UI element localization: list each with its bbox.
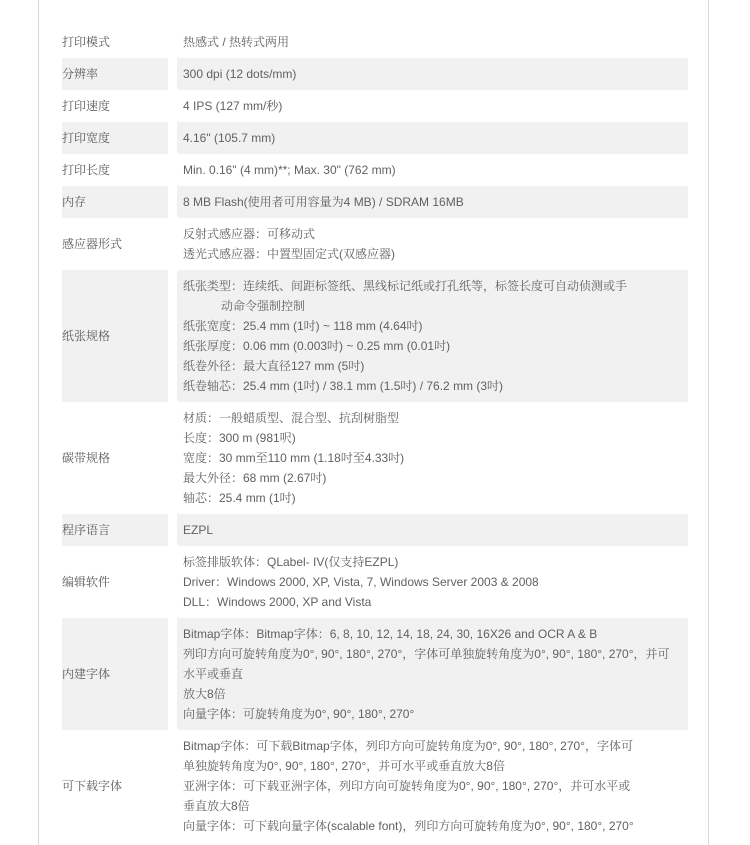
spec-row-value [177, 546, 688, 618]
spec-row-value [177, 618, 688, 730]
spec-value-line: 300 dpi (12 dots/mm) [183, 67, 297, 81]
spec-value-line: DLL：Windows 2000, XP and Vista [183, 595, 372, 609]
spec-row-label: 可下载字体 [62, 730, 168, 842]
spec-row-label: 打印模式 [62, 26, 168, 58]
spec-row-value [177, 122, 688, 154]
spec-row-value [177, 730, 688, 842]
spec-row-label: 纸张规格 [62, 270, 168, 402]
spec-value-line: 4 IPS (127 mm/秒) [183, 99, 283, 113]
spec-row-label: 内建字体 [62, 618, 168, 730]
spec-value-line: EZPL [183, 523, 214, 537]
spec-row-value [177, 186, 688, 218]
spec-value-line: 透光式感应器：中置型固定式(双感应器) [183, 247, 395, 261]
spec-row-value [177, 270, 688, 402]
spec-value-line: 垂直放大8倍 [183, 799, 250, 813]
spec-value-line: 单独旋转角度为0°, 90°, 180°, 270°，并可水平或垂直放大8倍 [183, 759, 505, 773]
spec-row-label: 打印长度 [62, 154, 168, 186]
spec-value-line: 放大8倍 [183, 687, 226, 701]
spec-row [62, 122, 688, 154]
spec-value-line: 8 MB Flash(使用者可用容量为4 MB) / SDRAM 16MB [183, 195, 464, 209]
spec-row-label: 碳带规格 [62, 402, 168, 514]
spec-row-label: 打印速度 [62, 90, 168, 122]
spec-row-label: 内存 [62, 186, 168, 218]
spec-row [62, 154, 688, 186]
spec-value-line: 纸张宽度：25.4 mm (1吋) ~ 118 mm (4.64吋) [183, 319, 423, 333]
spec-value-line: Min. 0.16" (4 mm)**; Max. 30" (762 mm) [183, 163, 396, 177]
spec-value-line: 材质：一般蜡质型、混合型、抗刮树脂型 [183, 411, 400, 425]
spec-row-label: 打印宽度 [62, 122, 168, 154]
spec-value-line: 标签排版软体：QLabel- IV(仅支持EZPL) [183, 555, 399, 569]
spec-value-line: Bitmap字体：可下载Bitmap字体，列印方向可旋转角度为0°, 90°, 180°, 270°，字体可 [183, 739, 633, 753]
spec-value-line: 纸卷外径：最大直径127 mm (5吋) [183, 359, 365, 373]
spec-row [62, 514, 688, 546]
spec-value-line: 向量字体：可下载向量字体(scalable font)，列印方向可旋转角度为0°, 90°, 180°, 270° [183, 819, 634, 833]
spec-row-value [177, 26, 688, 58]
spec-value-line: 列印方向可旋转角度为0°, 90°, 180°, 270°，字体可单独旋转角度为0°, 90°, 180°, 270°，并可 [183, 647, 670, 661]
spec-value-line: 轴芯：25.4 mm (1吋) [183, 491, 296, 505]
spec-value-line: 宽度：30 mm至110 mm (1.18吋至4.33吋) [183, 451, 405, 465]
spec-value-line: 4.16" (105.7 mm) [183, 131, 276, 145]
spec-row [62, 270, 688, 402]
spec-value-line: 动命令强制控制 [221, 299, 306, 313]
spec-value-line: 水平或垂直 [183, 667, 244, 681]
spec-row-value [177, 514, 688, 546]
spec-row-label: 程序语言 [62, 514, 168, 546]
spec-row [62, 730, 688, 842]
spec-row-label: 感应器形式 [62, 218, 168, 270]
spec-value-line: 长度：300 m (981呎) [183, 431, 296, 445]
spec-row-label: 编辑软件 [62, 546, 168, 618]
spec-row [62, 186, 688, 218]
spec-row [62, 546, 688, 618]
spec-row-value [177, 90, 688, 122]
spec-value-line: 纸张厚度：0.06 mm (0.003吋) ~ 0.25 mm (0.01吋) [183, 339, 451, 353]
page-right-border [708, 0, 709, 845]
spec-value-line: 向量字体：可旋转角度为0°, 90°, 180°, 270° [183, 707, 415, 721]
spec-row-label: 分辨率 [62, 58, 168, 90]
printer-spec-table [62, 26, 688, 842]
spec-value-line: 反射式感应器：可移动式 [183, 227, 316, 241]
spec-row-value [177, 58, 688, 90]
spec-value-line: Bitmap字体：Bitmap字体：6, 8, 10, 12, 14, 18, 24, 30, 16X26 and OCR A & B [183, 627, 598, 641]
spec-value-line: 纸张类型：连续纸、间距标签纸、黑线标记纸或打孔纸等，标签长度可自动侦测或手 [183, 279, 628, 293]
spec-row-value [177, 218, 688, 270]
spec-row [62, 90, 688, 122]
spec-row-value [177, 402, 688, 514]
spec-row-value [177, 154, 688, 186]
spec-row [62, 26, 688, 58]
page-left-border [38, 0, 39, 845]
spec-value-line: 热感式 / 热转式两用 [183, 35, 290, 49]
spec-value-line: 纸卷轴芯：25.4 mm (1吋) / 38.1 mm (1.5吋) / 76.2 mm (3吋) [183, 379, 504, 393]
spec-value-line: 最大外径：68 mm (2.67吋) [183, 471, 327, 485]
spec-row [62, 618, 688, 730]
spec-row [62, 218, 688, 270]
spec-value-line: 亚洲字体：可下载亚洲字体，列印方向可旋转角度为0°, 90°, 180°, 270°，并可水平或 [183, 779, 631, 793]
spec-value-line: Driver：Windows 2000, XP, Vista, 7, Windows Server 2003 & 2008 [183, 575, 539, 589]
spec-row [62, 58, 688, 90]
spec-row [62, 402, 688, 514]
